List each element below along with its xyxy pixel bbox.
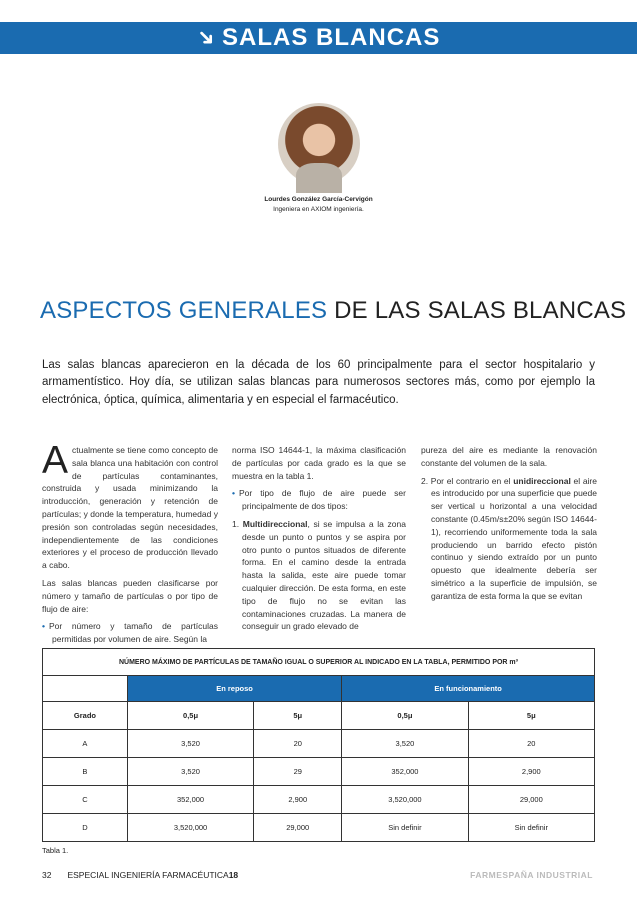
group-en-funcionamiento: En funcionamiento	[342, 676, 595, 702]
body-column-2	[232, 444, 406, 634]
table-row	[43, 730, 595, 758]
table-caption-row	[43, 649, 595, 676]
author-role: Ingeniera en AXIOM ingeniería.	[273, 206, 364, 213]
cell-grado: A	[43, 730, 128, 758]
unidirectional-text: el aire es introducido por una superficie que puede ser vertical u horizontal a una velocidad constante (0.45m/s±20% según ISO 14644-1), recorriendo uniformemente toda la sala produciendo un barrido efecto pistón continuo y siendo extraído por un punto opuesto que idealmente debería ser simétrico a la superficie de impulsión, se garantiza de esta forma la que se evitan	[431, 475, 597, 601]
cell-grado: D	[43, 814, 128, 842]
intro-paragraph	[42, 439, 218, 572]
table-cell: 3,520,000	[127, 814, 253, 842]
author-portrait	[278, 103, 360, 185]
table-cell: 2,900	[254, 786, 342, 814]
header-grado: Grado	[43, 702, 128, 730]
table-caption: NÚMERO MÁXIMO DE PARTÍCULAS DE TAMAÑO IGUAL O SUPERIOR AL INDICADO EN LA TABLA, PERMITIDO POR m³	[43, 649, 595, 676]
term-multidireccional: Multidireccional	[242, 518, 308, 529]
table-cell: 352,000	[342, 758, 468, 786]
iso-paragraph: norma ISO 14644-1, la máxima clasificación de partículas por cada grado es la que se muestra en la tabla 1.	[232, 445, 406, 481]
section-title-text: SALAS BLANCAS	[222, 24, 441, 51]
header-func-5: 5μ	[468, 702, 594, 730]
header-reposo-5: 5μ	[254, 702, 342, 730]
body-column-3	[421, 444, 597, 634]
table-row	[43, 758, 595, 786]
table-cell: 352,000	[127, 786, 253, 814]
table-row	[43, 814, 595, 842]
bullet-particles	[42, 620, 218, 646]
bullet-airflow	[232, 487, 406, 513]
page-number: 32	[42, 870, 52, 880]
bullet-particles-text: Por número y tamaño de partículas permitidas por volumen de aire. Según la	[48, 621, 218, 645]
bullet-icon: •	[232, 488, 235, 499]
numbered-item-multidirectional	[232, 518, 406, 633]
table-cell: 3,520	[127, 758, 253, 786]
headline-rest: DE LAS SALAS BLANCAS	[327, 297, 627, 324]
footer-left	[42, 870, 238, 880]
item-number: 2.	[421, 475, 429, 486]
table-label: Tabla 1.	[42, 846, 69, 855]
unidirectional-pre: Por el contrario en el	[430, 475, 514, 486]
table-cell: 3,520,000	[342, 786, 468, 814]
lead-paragraph: Las salas blancas aparecieron en la década de los 60 principalmente para el sector hospitalario y armamentístico. Hoy día, se utilizan salas blancas para numerosos sectores más, como por ejemplo la electrónica, óptica, química, alimentaria y en especial el farmacéutico.	[42, 359, 595, 406]
group-en-reposo: En reposo	[127, 676, 341, 702]
table-cell: 3,520	[127, 730, 253, 758]
table-header-row	[43, 702, 595, 730]
multidirectional-text: , si se impulsa a la zona desde un punto o puntos y se aspira por otro punto o puntos situados de diferente forma. En el camino desde la entrada hasta la salida, este aire puede tomar cualquier dirección. De esta forma, en este tipo de flujo no se evitan las contaminaciones cruzadas. La manera de conseguir un grado elevado de	[242, 518, 406, 632]
body-column-1	[42, 439, 218, 645]
bullet-airflow-text: Por tipo de flujo de aire puede ser principalmente de dos tipos:	[238, 488, 406, 512]
intro-text: ctualmente se tiene como concepto de sala blanca una habitación con control de partículas contaminantes, construida y usada minimizando la introducción, generación y retención de partículas; y donde la temperatura, humedad y presión son controladas según necesidades, independientemente de las condiciones exteriores y el proceso de producción llevado a cabo.	[42, 445, 218, 571]
table-cell: 29	[254, 758, 342, 786]
article-headline	[40, 297, 626, 325]
table-cell: 29,000	[468, 786, 594, 814]
item-number: 1.	[232, 518, 240, 529]
publication-name: ESPECIAL INGENIERÍA FARMACÉUTICA	[67, 870, 229, 880]
arrow-down-right-icon: ➜	[190, 21, 223, 54]
classification-paragraph: Las salas blancas pueden clasificarse por número y tamaño de partículas o por tipo de flujo de aire:	[42, 577, 218, 614]
term-unidireccional: unidireccional	[513, 475, 571, 486]
bullet-icon: •	[42, 621, 45, 632]
section-banner	[0, 22, 637, 54]
table-cell: Sin definir	[468, 814, 594, 842]
table-row	[43, 786, 595, 814]
table-cell: 20	[468, 730, 594, 758]
issue-number: 18	[228, 870, 239, 880]
purity-paragraph: pureza del aire es mediante la renovación constante del volumen de la sala.	[421, 445, 597, 468]
table-group-row	[43, 676, 595, 702]
header-reposo-05: 0,5μ	[127, 702, 253, 730]
numbered-item-unidirectional	[421, 475, 597, 603]
header-func-05: 0,5μ	[342, 702, 468, 730]
cell-grado: B	[43, 758, 128, 786]
table-cell: 3,520	[342, 730, 468, 758]
drop-cap: A	[42, 439, 69, 482]
headline-highlight: ASPECTOS GENERALES	[40, 297, 328, 324]
table-group-empty	[43, 676, 128, 702]
portrait-shoulders	[296, 163, 342, 193]
table-cell: 20	[254, 730, 342, 758]
cell-grado: C	[43, 786, 128, 814]
footer-brand: FARMESPAÑA INDUSTRIAL	[470, 870, 593, 880]
section-title	[0, 22, 637, 54]
particle-limits-table	[42, 648, 595, 842]
table-cell: 29,000	[254, 814, 342, 842]
table-cell: Sin definir	[342, 814, 468, 842]
author-name: Lourdes González García-Cervigón	[264, 196, 373, 203]
table-cell: 2,900	[468, 758, 594, 786]
